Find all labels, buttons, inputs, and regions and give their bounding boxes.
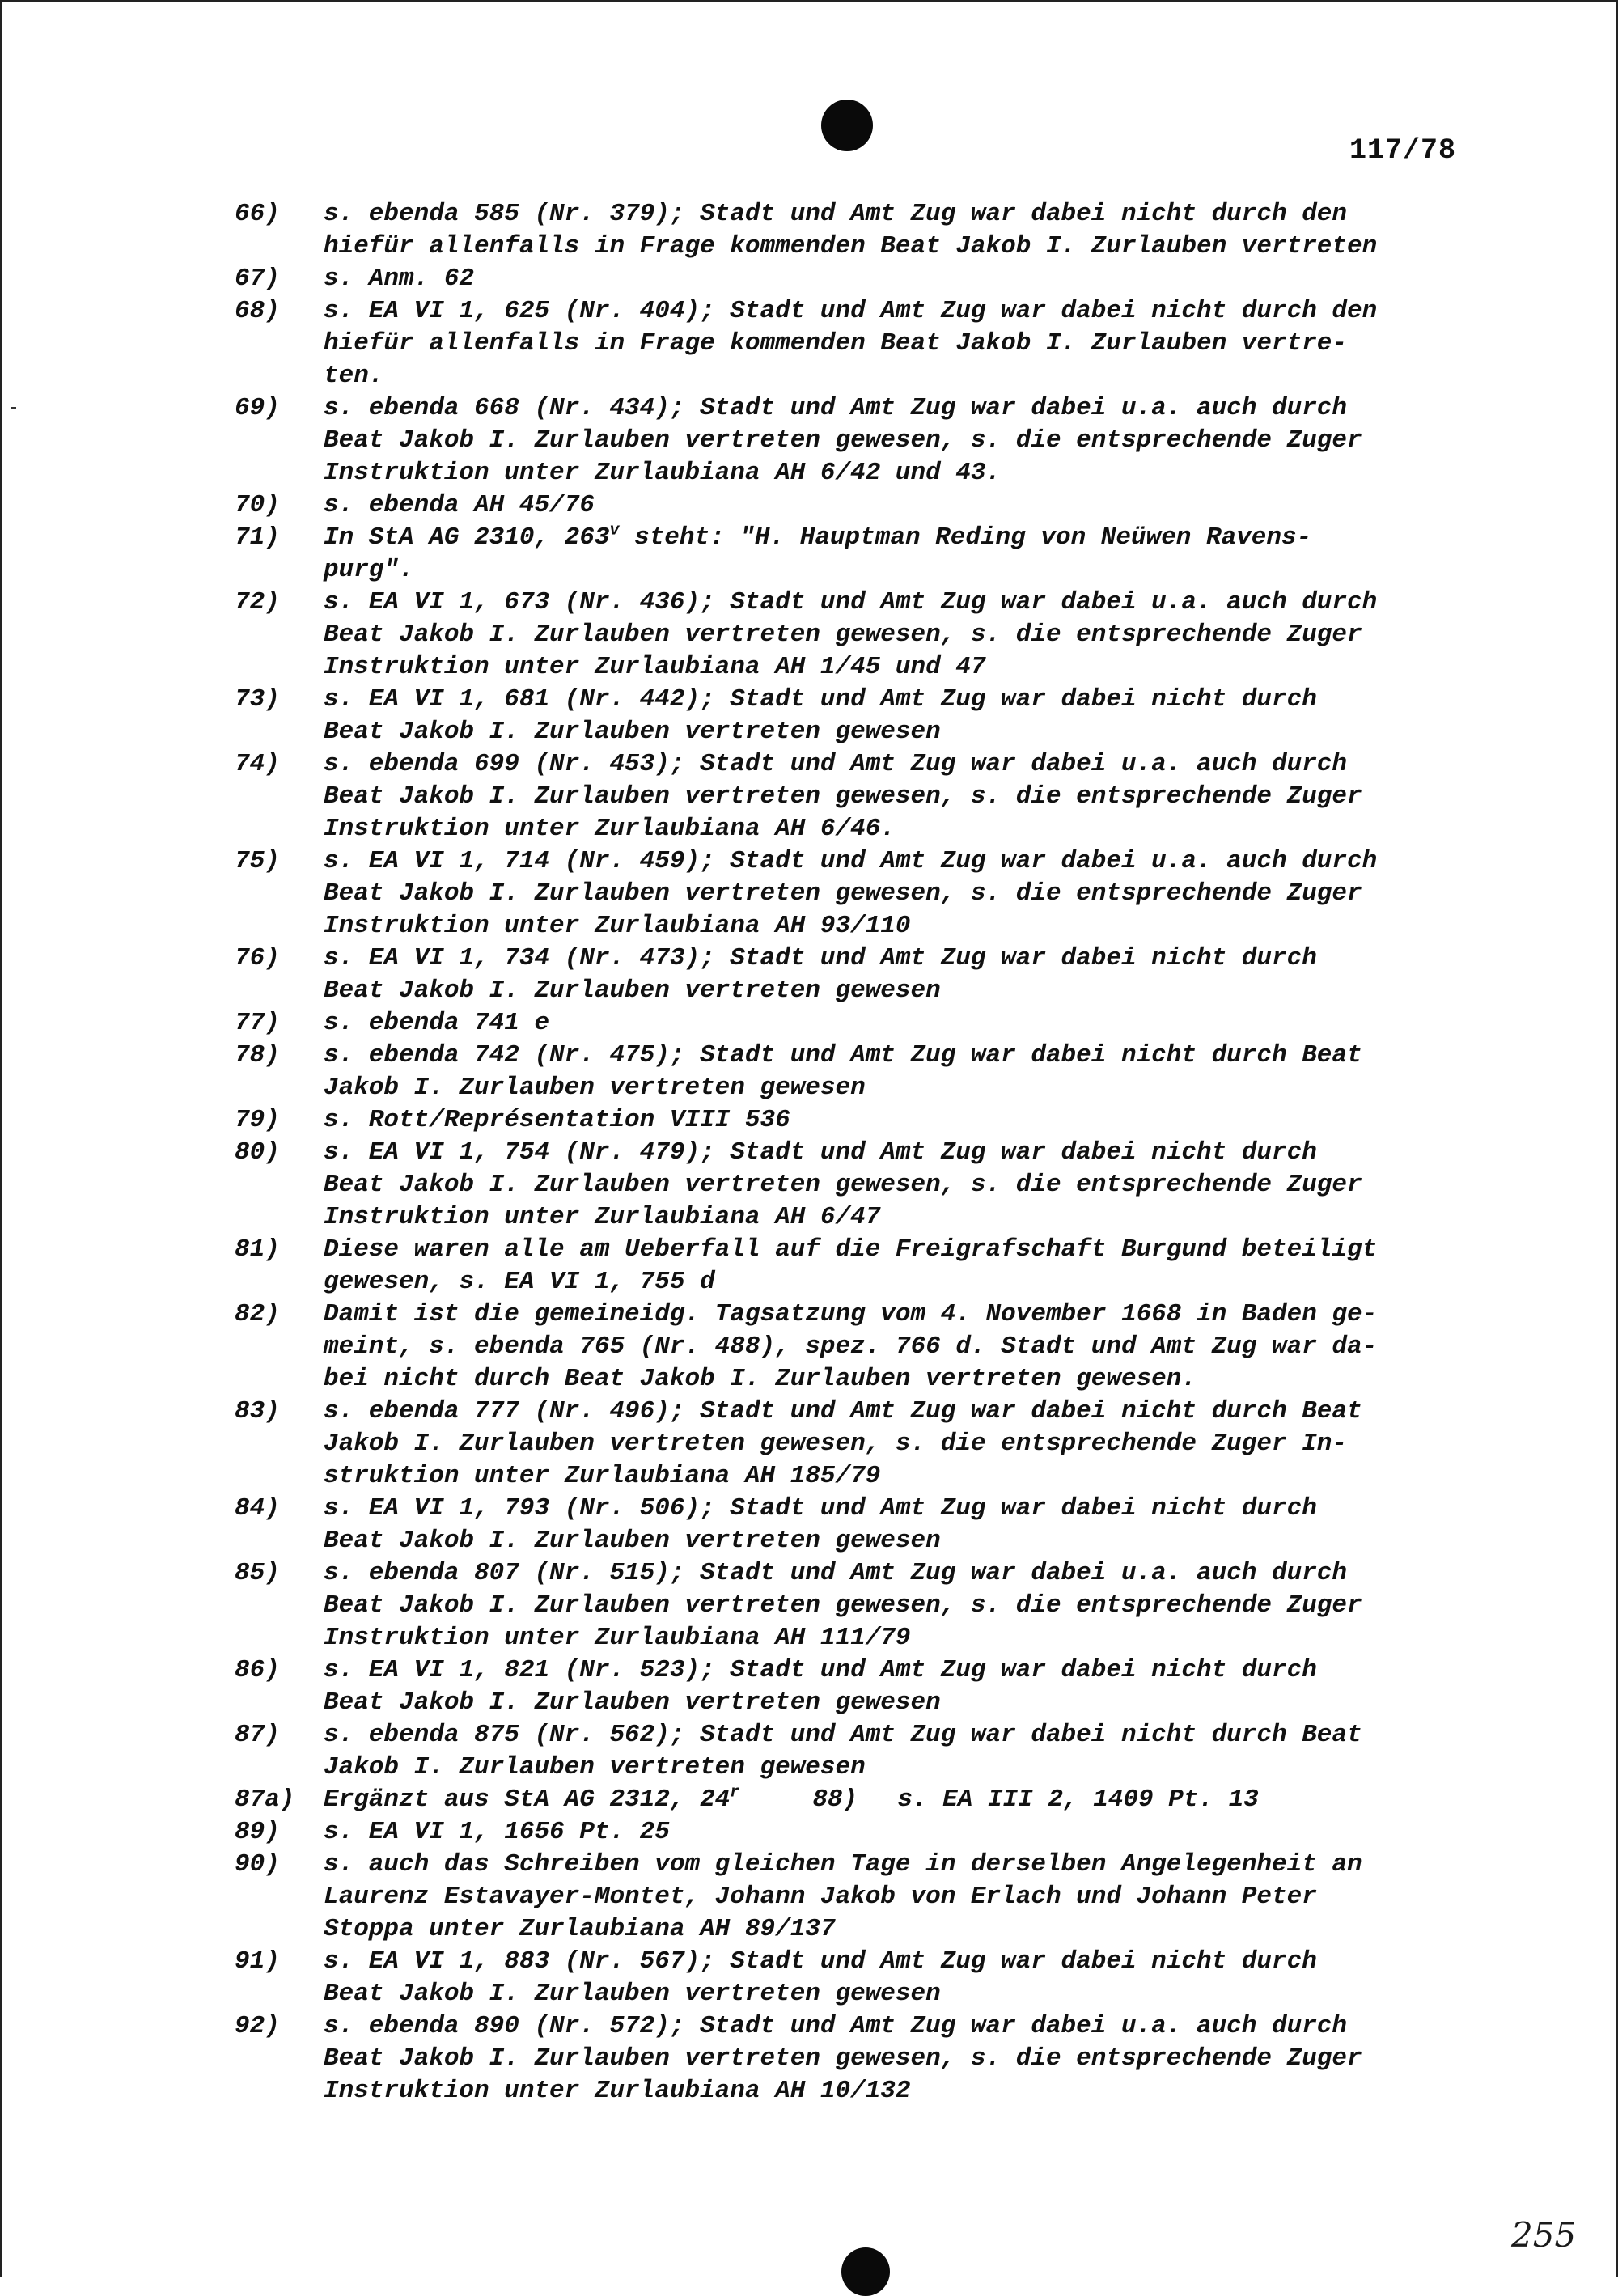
footnote-72 <box>235 587 1464 684</box>
footnote-67 <box>235 263 1464 295</box>
footnote-69 <box>235 392 1464 489</box>
footnote-68 <box>235 295 1464 392</box>
footnote-number: 73) <box>235 685 280 714</box>
footnote-number: 89) <box>235 1818 280 1846</box>
punch-hole-top <box>821 100 873 151</box>
footnote-number: 71) <box>235 523 280 552</box>
footnote-text: s. ebenda 668 (Nr. 434); Stadt und Amt Zug war dabei u.a. auch durch Beat Jakob I. Zurlauben vertreten gewesen, s. die entsprechende Zuger Instruktion unter Zurlaubiana AH 6/42 und 43. <box>324 394 1362 487</box>
footnote-text: s. EA VI 1, 714 (Nr. 459); Stadt und Amt Zug war dabei u.a. auch durch Beat Jakob I. Zurlauben vertreten gewesen, s. die entsprechende Zuger Instruktion unter Zurlaubiana AH 93/110 <box>324 847 1378 940</box>
footnote-number: 67) <box>235 265 280 293</box>
footnote-77 <box>235 1007 1464 1040</box>
footnote-number: 76) <box>235 944 280 972</box>
footnote-text: s. EA VI 1, 673 (Nr. 436); Stadt und Amt Zug war dabei u.a. auch durch Beat Jakob I. Zurlauben vertreten gewesen, s. die entsprechende Zuger Instruktion unter Zurlaubiana AH 1/45 und 47 <box>324 588 1378 681</box>
footnote-text: s. Rott/Représentation VIII 536 <box>324 1106 790 1134</box>
footnote-number: 83) <box>235 1397 280 1425</box>
footnote-82 <box>235 1298 1464 1396</box>
footnote-83 <box>235 1396 1464 1493</box>
footnote-text: s. EA VI 1, 754 (Nr. 479); Stadt und Amt Zug war dabei nicht durch Beat Jakob I. Zurlauben vertreten gewesen, s. die entsprechende Zuger Instruktion unter Zurlaubiana AH 6/47 <box>324 1138 1362 1231</box>
footnote-number: 81) <box>235 1235 280 1264</box>
footnote-text <box>324 522 1464 587</box>
footnote-number: 70) <box>235 491 280 519</box>
footnote-73 <box>235 684 1464 748</box>
folio-superscript: r <box>730 1783 740 1802</box>
footnote-text: s. EA VI 1, 625 (Nr. 404); Stadt und Amt Zug war dabei nicht durch den hiefür allenfalls in Frage kommenden Beat Jakob I. Zurlauben vertre- ten. <box>324 297 1378 390</box>
footnote-number: 90) <box>235 1850 280 1879</box>
footnote-91 <box>235 1946 1464 2010</box>
folio-superscript: v <box>609 521 620 540</box>
footnote-text: s. ebenda AH 45/76 <box>324 491 595 519</box>
footnote-text: s. EA VI 1, 1656 Pt. 25 <box>324 1818 670 1846</box>
footnote-text: s. Anm. 62 <box>324 265 475 293</box>
scan-edge-left <box>0 0 2 2277</box>
footnote-89 <box>235 1816 1464 1849</box>
footnote-text: s. ebenda 585 (Nr. 379); Stadt und Amt Zug war dabei nicht durch den hiefür allenfalls in Frage kommenden Beat Jakob I. Zurlauben vertreten <box>324 200 1378 261</box>
footnote-number: 88) <box>812 1786 858 1814</box>
footnote-text: s. ebenda 742 (Nr. 475); Stadt und Amt Zug war dabei nicht durch Beat Jakob I. Zurlauben vertreten gewesen <box>324 1041 1362 1102</box>
footnote-number: 91) <box>235 1947 280 1976</box>
footnote-list <box>235 198 1464 2107</box>
footnote-88 <box>812 1784 1258 1816</box>
footnote-81 <box>235 1234 1464 1298</box>
footnote-text: s. ebenda 890 (Nr. 572); Stadt und Amt Zug war dabei u.a. auch durch Beat Jakob I. Zurlauben vertreten gewesen, s. die entsprechende Zuger Instruktion unter Zurlaubiana AH 10/132 <box>324 2012 1362 2105</box>
footnote-79 <box>235 1104 1464 1137</box>
footnote-number: 72) <box>235 588 280 616</box>
footnote-number: 78) <box>235 1041 280 1070</box>
footnote-76 <box>235 943 1464 1007</box>
footnote-74 <box>235 748 1464 845</box>
footnote-text: s. ebenda 807 (Nr. 515); Stadt und Amt Zug war dabei u.a. auch durch Beat Jakob I. Zurlauben vertreten gewesen, s. die entsprechende Zuger Instruktion unter Zurlaubiana AH 111/79 <box>324 1559 1362 1652</box>
footnote-text <box>324 1784 739 1816</box>
footnote-number: 69) <box>235 394 280 422</box>
footnote-87a-88 <box>235 1784 1464 1816</box>
footnote-86 <box>235 1654 1464 1719</box>
footnote-85 <box>235 1557 1464 1654</box>
footnote-number: 75) <box>235 847 280 875</box>
page-number: 117/78 <box>1349 134 1457 167</box>
footnote-number: 92) <box>235 2012 280 2040</box>
footnote-text: s. EA VI 1, 793 (Nr. 506); Stadt und Amt Zug war dabei nicht durch Beat Jakob I. Zurlauben vertreten gewesen <box>324 1494 1317 1555</box>
footnote-number: 84) <box>235 1494 280 1523</box>
margin-mark <box>11 407 16 409</box>
footnote-number: 77) <box>235 1009 280 1037</box>
footnote-text-part: Ergänzt aus StA AG 2312, 24 <box>324 1786 731 1814</box>
footnote-84 <box>235 1493 1464 1557</box>
footnote-text: Diese waren alle am Ueberfall auf die Freigrafschaft Burgund beteiligt gewesen, s. EA VI 1, 755 d <box>324 1235 1378 1296</box>
footnote-text: s. ebenda 741 e <box>324 1009 550 1037</box>
footnote-text: s. EA VI 1, 734 (Nr. 473); Stadt und Amt Zug war dabei nicht durch Beat Jakob I. Zurlauben vertreten gewesen <box>324 944 1317 1005</box>
footnote-text: s. EA VI 1, 821 (Nr. 523); Stadt und Amt Zug war dabei nicht durch Beat Jakob I. Zurlauben vertreten gewesen <box>324 1656 1317 1717</box>
footnote-87 <box>235 1719 1464 1784</box>
footnote-number: 80) <box>235 1138 280 1167</box>
footnote-78 <box>235 1040 1464 1104</box>
footnote-80 <box>235 1137 1464 1234</box>
footnote-text: s. EA VI 1, 883 (Nr. 567); Stadt und Amt Zug war dabei nicht durch Beat Jakob I. Zurlauben vertreten gewesen <box>324 1947 1317 2008</box>
footnote-92 <box>235 2010 1464 2107</box>
footnote-text-part: In StA AG 2310, 263 <box>324 523 610 552</box>
footnote-text: Damit ist die gemeineidg. Tagsatzung vom 4. November 1668 in Baden ge- meint, s. ebenda 765 (Nr. 488), spez. 766 d. Stadt und Amt Zug war da- bei nicht durch Beat Jakob I. Zurlauben vertreten gewesen. <box>324 1300 1378 1393</box>
footnote-66 <box>235 198 1464 263</box>
footnote-number: 66) <box>235 200 280 228</box>
footnote-number: 87a) <box>235 1786 295 1814</box>
footnote-90 <box>235 1849 1464 1946</box>
footnote-text-part: steht: "H. Hauptman Reding von Neüwen Ravens- purg". <box>324 523 1312 584</box>
punch-hole-bottom <box>841 2247 890 2296</box>
scan-edge-top <box>0 0 1618 2</box>
footnote-number: 68) <box>235 297 280 325</box>
footnote-75 <box>235 845 1464 943</box>
footnote-71 <box>235 522 1464 587</box>
footnote-number: 86) <box>235 1656 280 1684</box>
footnote-text: s. EA III 2, 1409 Pt. 13 <box>897 1786 1259 1814</box>
footnote-number: 85) <box>235 1559 280 1587</box>
footnote-number: 79) <box>235 1106 280 1134</box>
handwritten-folio-mark: 255 <box>1511 2215 1577 2255</box>
footnote-text: s. ebenda 777 (Nr. 496); Stadt und Amt Zug war dabei nicht durch Beat Jakob I. Zurlauben vertreten gewesen, s. die entsprechende Zuger In- struktion unter Zurlaubiana AH 185/79 <box>324 1397 1362 1490</box>
footnote-text: s. EA VI 1, 681 (Nr. 442); Stadt und Amt Zug war dabei nicht durch Beat Jakob I. Zurlauben vertreten gewesen <box>324 685 1317 746</box>
footnote-text: s. ebenda 699 (Nr. 453); Stadt und Amt Zug war dabei u.a. auch durch Beat Jakob I. Zurlauben vertreten gewesen, s. die entsprechende Zuger Instruktion unter Zurlaubiana AH 6/46. <box>324 750 1362 843</box>
footnote-70 <box>235 489 1464 522</box>
footnote-number: 87) <box>235 1721 280 1749</box>
footnote-text: s. ebenda 875 (Nr. 562); Stadt und Amt Zug war dabei nicht durch Beat Jakob I. Zurlauben vertreten gewesen <box>324 1721 1362 1781</box>
footnote-number: 74) <box>235 750 280 778</box>
footnote-text: s. auch das Schreiben vom gleichen Tage in derselben Angelegenheit an Laurenz Estavayer-Montet, Johann Jakob von Erlach und Johann Peter Stoppa unter Zurlaubiana AH 89/137 <box>324 1850 1362 1943</box>
footnote-number: 82) <box>235 1300 280 1328</box>
